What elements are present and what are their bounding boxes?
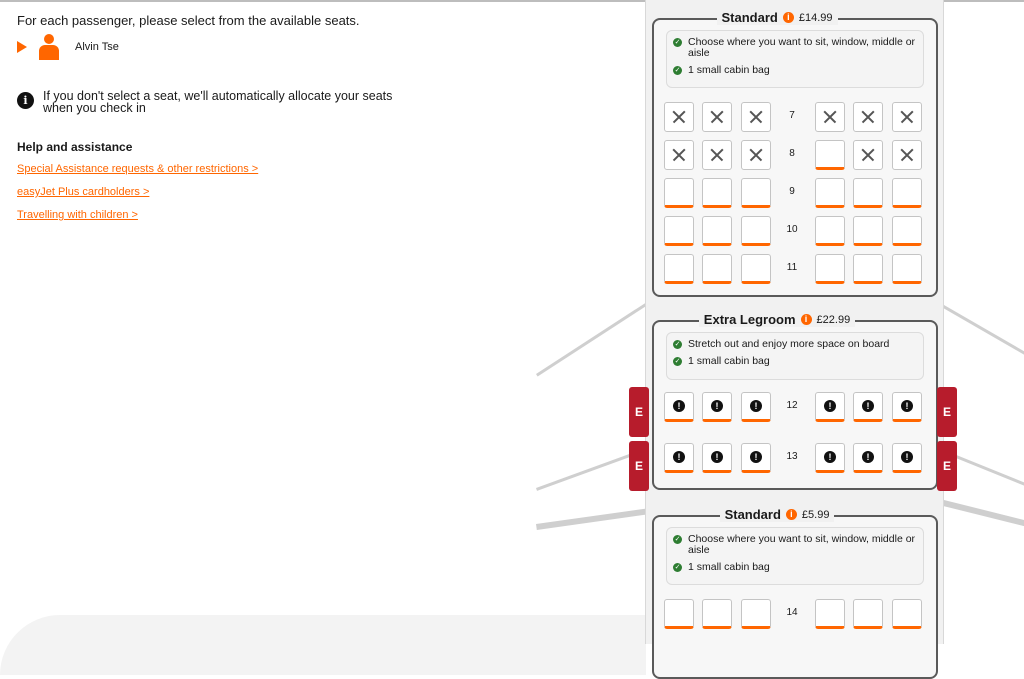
section-features	[666, 332, 924, 380]
seat-available[interactable]	[815, 599, 845, 629]
section-title-wrap	[699, 312, 855, 327]
seat-unavailable	[815, 102, 845, 132]
exclamation-icon: !	[711, 451, 723, 463]
seat-extra-legroom[interactable]	[892, 443, 922, 473]
feature-text: 1 small cabin bag	[688, 356, 770, 367]
seat-extra-legroom[interactable]	[664, 443, 694, 473]
section-header	[654, 312, 936, 327]
exclamation-icon: !	[862, 400, 874, 412]
passenger-name: Alvin Tse	[75, 41, 119, 53]
wing-left	[536, 454, 631, 491]
seat-extra-legroom[interactable]	[741, 443, 771, 473]
check-icon: ✓	[673, 340, 682, 349]
seat-available[interactable]	[853, 254, 883, 284]
seat-extra-legroom[interactable]	[892, 392, 922, 422]
info-icon: i	[17, 92, 34, 109]
easyjet-plus-link[interactable]: easyJet Plus cardholders >	[17, 186, 149, 198]
seat-unavailable	[664, 102, 694, 132]
exclamation-icon: !	[862, 451, 874, 463]
seat-available[interactable]	[853, 178, 883, 208]
seat-extra-legroom[interactable]	[853, 443, 883, 473]
seat-section	[652, 18, 938, 297]
seat-available[interactable]	[741, 178, 771, 208]
special-assistance-link[interactable]: Special Assistance requests & other restrictions >	[17, 163, 258, 175]
row-number: 14	[780, 607, 804, 618]
section-title: Standard	[722, 10, 778, 25]
section-features	[666, 30, 924, 88]
emergency-exit-marker: E	[937, 387, 957, 437]
wing-left	[536, 303, 647, 376]
check-icon: ✓	[673, 38, 682, 47]
info-icon[interactable]: i	[786, 509, 797, 520]
seat-extra-legroom[interactable]	[853, 392, 883, 422]
help-heading: Help and assistance	[17, 140, 132, 154]
feature-item	[673, 534, 923, 556]
row-number: 12	[780, 400, 804, 411]
section-price: £5.99	[802, 509, 830, 521]
feature-text: 1 small cabin bag	[688, 65, 770, 76]
seat-available[interactable]	[853, 216, 883, 246]
exclamation-icon: !	[901, 451, 913, 463]
row-number: 8	[780, 148, 804, 159]
seat-available[interactable]	[853, 599, 883, 629]
exclamation-icon: !	[673, 400, 685, 412]
travelling-children-link[interactable]: Travelling with children >	[17, 209, 138, 221]
seat-unavailable	[741, 102, 771, 132]
feature-text: Choose where you want to sit, window, middle or aisle	[688, 534, 923, 556]
wing-right	[943, 500, 1024, 530]
seat-section	[652, 320, 938, 490]
feature-text: Stretch out and enjoy more space on board	[688, 339, 889, 350]
seat-unavailable	[853, 140, 883, 170]
section-title-wrap	[720, 507, 835, 522]
row-number: 11	[780, 262, 804, 273]
section-features	[666, 527, 924, 585]
row-number: 10	[780, 224, 804, 235]
exclamation-icon: !	[824, 451, 836, 463]
seat-extra-legroom[interactable]	[702, 443, 732, 473]
seat-available[interactable]	[892, 216, 922, 246]
feature-item	[673, 37, 923, 59]
auto-allocate-text: If you don't select a seat, we'll automatically allocate your seats when you check in	[43, 90, 413, 114]
emergency-exit-marker: E	[629, 387, 649, 437]
auto-allocate-notice	[17, 90, 413, 114]
seat-available[interactable]	[892, 254, 922, 284]
seat-available[interactable]	[815, 254, 845, 284]
seat-available[interactable]	[815, 140, 845, 170]
check-icon: ✓	[673, 357, 682, 366]
check-icon: ✓	[673, 535, 682, 544]
row-number: 13	[780, 451, 804, 462]
feature-item	[673, 65, 923, 76]
section-header	[654, 507, 936, 522]
seat-available[interactable]	[741, 599, 771, 629]
section-title: Standard	[725, 507, 781, 522]
seat-unavailable	[664, 140, 694, 170]
seat-available[interactable]	[892, 599, 922, 629]
passenger-row[interactable]	[17, 33, 119, 61]
seat-available[interactable]	[664, 254, 694, 284]
check-icon: ✓	[673, 563, 682, 572]
seat-available[interactable]	[815, 216, 845, 246]
seat-available[interactable]	[892, 178, 922, 208]
emergency-exit-marker: E	[629, 441, 649, 491]
seat-unavailable	[702, 102, 732, 132]
exclamation-icon: !	[673, 451, 685, 463]
section-price: £14.99	[799, 12, 833, 24]
seat-available[interactable]	[664, 178, 694, 208]
exclamation-icon: !	[711, 400, 723, 412]
seat-available[interactable]	[702, 216, 732, 246]
seat-unavailable	[892, 140, 922, 170]
seat-extra-legroom[interactable]	[815, 392, 845, 422]
wing-left	[536, 509, 646, 530]
exclamation-icon: !	[750, 451, 762, 463]
feature-item	[673, 339, 923, 350]
seat-available[interactable]	[815, 178, 845, 208]
seat-extra-legroom[interactable]	[702, 392, 732, 422]
check-icon: ✓	[673, 66, 682, 75]
section-title: Extra Legroom	[704, 312, 796, 327]
seat-extra-legroom[interactable]	[815, 443, 845, 473]
seat-unavailable	[853, 102, 883, 132]
feature-item	[673, 356, 923, 367]
seat-available[interactable]	[664, 599, 694, 629]
seat-unavailable	[892, 102, 922, 132]
seat-available[interactable]	[741, 254, 771, 284]
row-number: 9	[780, 186, 804, 197]
intro-text: For each passenger, please select from the available seats.	[17, 13, 360, 28]
exclamation-icon: !	[824, 400, 836, 412]
seat-extra-legroom[interactable]	[664, 392, 694, 422]
exclamation-icon: !	[750, 400, 762, 412]
seat-extra-legroom[interactable]	[741, 392, 771, 422]
selected-arrow-icon	[17, 41, 27, 53]
section-title-wrap	[717, 10, 838, 25]
section-header	[654, 10, 936, 25]
section-price: £22.99	[817, 314, 851, 326]
feature-item	[673, 562, 923, 573]
feature-text: Choose where you want to sit, window, middle or aisle	[688, 37, 923, 59]
passenger-icon	[37, 34, 61, 60]
info-icon[interactable]: i	[783, 12, 794, 23]
seat-available[interactable]	[702, 178, 732, 208]
seat-unavailable	[741, 140, 771, 170]
wing-right	[943, 305, 1024, 358]
row-number: 7	[780, 110, 804, 121]
floor-decoration	[0, 615, 646, 675]
info-icon[interactable]: i	[801, 314, 812, 325]
seat-available[interactable]	[741, 216, 771, 246]
seat-available[interactable]	[702, 254, 732, 284]
feature-text: 1 small cabin bag	[688, 562, 770, 573]
emergency-exit-marker: E	[937, 441, 957, 491]
seat-section	[652, 515, 938, 679]
seat-available[interactable]	[664, 216, 694, 246]
exclamation-icon: !	[901, 400, 913, 412]
seat-available[interactable]	[702, 599, 732, 629]
seat-unavailable	[702, 140, 732, 170]
